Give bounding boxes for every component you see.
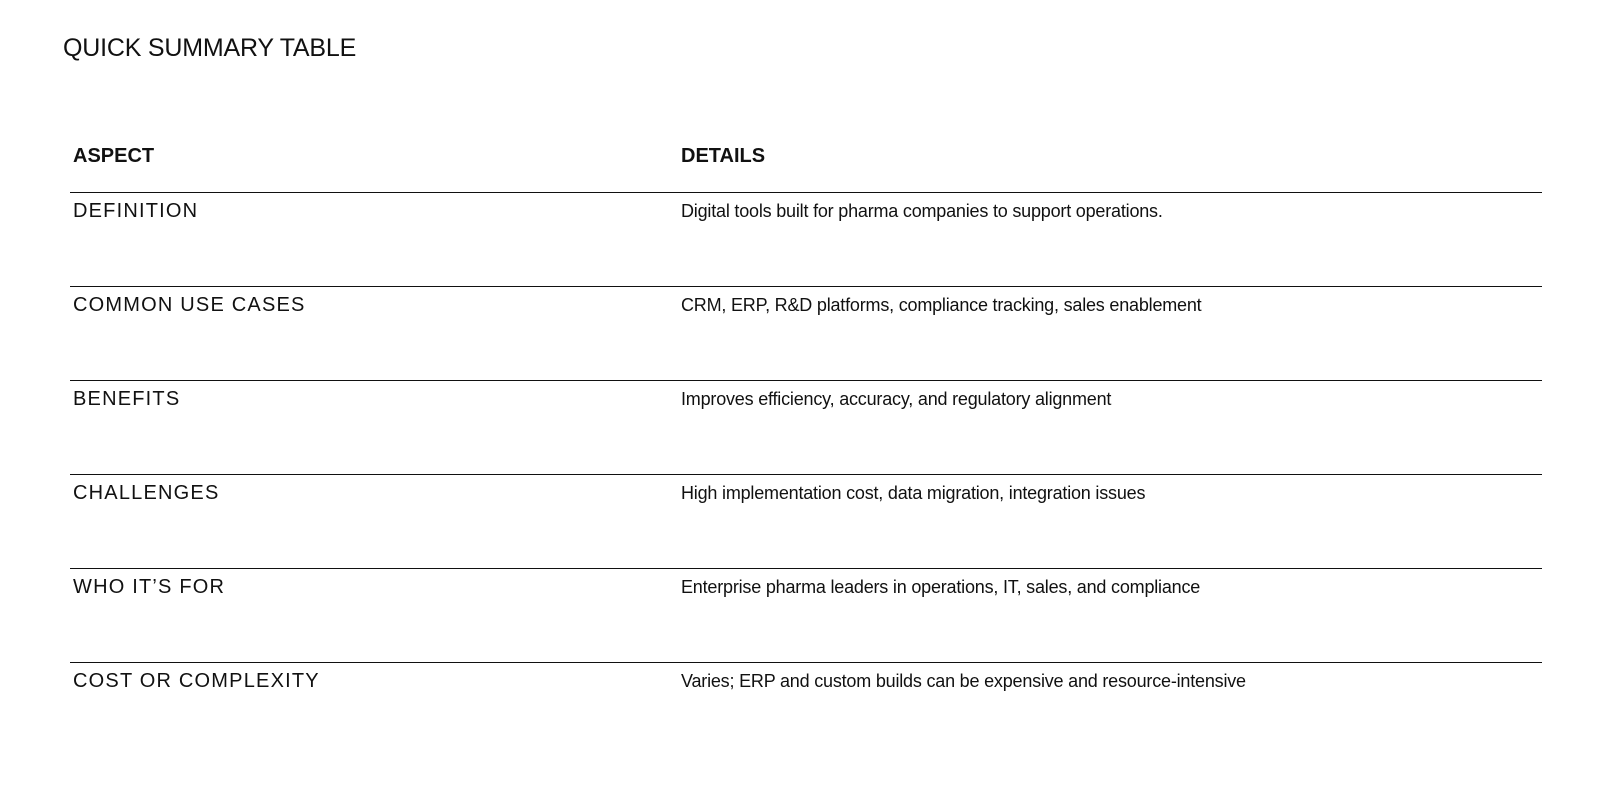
details-cell: Digital tools built for pharma companies to support operations. [681, 201, 1163, 221]
table-row [70, 287, 1542, 381]
aspect-cell: COST OR COMPLEXITY [73, 670, 320, 692]
details-cell: CRM, ERP, R&D platforms, compliance tracking, sales enablement [681, 295, 1202, 315]
table-header [70, 135, 1542, 193]
aspect-cell: CHALLENGES [73, 482, 220, 504]
table-row [70, 569, 1542, 663]
table-row [70, 193, 1542, 287]
column-header-aspect: ASPECT [73, 145, 155, 167]
aspect-cell: WHO IT’S FOR [73, 576, 226, 598]
summary-table [70, 135, 1542, 756]
details-cell: High implementation cost, data migration, integration issues [681, 483, 1146, 503]
table-row [70, 663, 1542, 756]
table-row [70, 475, 1542, 569]
aspect-cell: BENEFITS [73, 388, 181, 410]
aspect-cell: DEFINITION [73, 200, 199, 222]
column-header-details: DETAILS [681, 145, 766, 167]
details-cell: Enterprise pharma leaders in operations, IT, sales, and compliance [681, 577, 1201, 597]
table-row [70, 381, 1542, 475]
page-title: QUICK SUMMARY TABLE [63, 34, 357, 62]
details-cell: Improves efficiency, accuracy, and regulatory alignment [681, 389, 1112, 409]
details-cell: Varies; ERP and custom builds can be expensive and resource-intensive [681, 671, 1246, 691]
aspect-cell: COMMON USE CASES [73, 294, 306, 316]
